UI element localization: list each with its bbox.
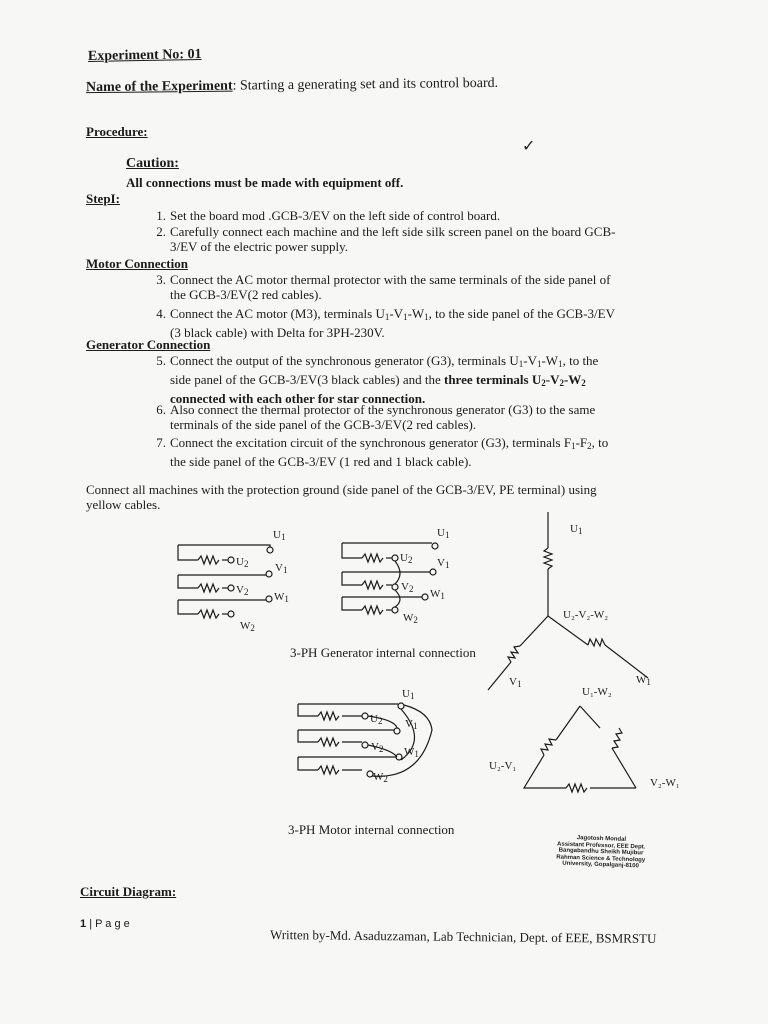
footer-credit: Written by-Md. Asaduzzaman, Lab Technician, Dept. of EEE, BSMRSTU: [269, 926, 657, 947]
delta-connection-diagram: [524, 706, 636, 792]
label-U2: $U_2$: [370, 713, 383, 726]
label-V1: $V_1$: [275, 562, 288, 575]
ground-paragraph: Connect all machines with the protection ground (side panel of the GCB-3/EV, PE terminal) using yellow cables.: [86, 482, 597, 512]
signature-stamp: Jagotosh Mondal Assistant Professor, EEE Dept. Bangabandhu Sheikh Mujibur Rahman Science & Technology University, Gopalganj-8100: [556, 835, 646, 870]
name-label: Name of the Experiment: [85, 78, 233, 96]
motor-connection-title: Motor Connection: [86, 256, 188, 271]
label-W1: $W_1$: [404, 746, 419, 759]
label-W1: $W_1$: [274, 591, 289, 604]
label-U1: $U_1$: [437, 527, 450, 540]
star-connection-diagram: [488, 512, 648, 690]
list-item: 4. Connect the AC motor (M3), terminals $U_1-V_1-W_1$, to the side panel of the GCB-3/EV (3 black cable) with Delta for 3PH-230V.: [156, 306, 615, 340]
label-V1: $V_1$: [405, 718, 418, 731]
list-item: 5. Connect the output of the synchronous generator (G3), terminals $U_1-V_1-W_1$, to the side panel of the GCB-3/EV(3 black cables) and the three terminals $U_2-V_2-W_2$ connected with each other for star connection.: [156, 353, 599, 406]
label-U2: $U_2$: [400, 552, 413, 565]
circuit-diagram-title: Circuit Diagram:: [80, 884, 177, 899]
motor-diagram: [298, 703, 432, 777]
list-item: 3. Connect the AC motor thermal protector with the same terminals of the side panel of the GCB-3/EV(2 red cables).: [156, 272, 611, 302]
procedure-title: Procedure:: [86, 124, 148, 139]
delta-right-label: V₂-W₁: [650, 777, 680, 789]
label-U1: $U_1$: [273, 529, 286, 542]
list-item: 6. Also connect the thermal protector of the synchronous generator (G3) to the same terminals of the side panel of the GCB-3/EV(2 red cables).: [156, 402, 596, 432]
generator-connection-title: Generator Connection: [86, 337, 211, 352]
label-V2: $V_2$: [236, 584, 249, 597]
label-V1: $V_1$: [437, 557, 450, 570]
generator-terminals-diagram: [178, 545, 273, 618]
list-item: 2. Carefully connect each machine and the left side silk screen panel on the board GCB- 3/EV of the electric power supply.: [156, 224, 616, 254]
label-W1: $W_1$: [636, 674, 651, 687]
list-item: 7. Connect the excitation circuit of the synchronous generator (G3), terminals $F_1-F_2$, to the side panel of the GCB-3/EV (1 red and 1 black cable).: [156, 435, 609, 469]
experiment-number: Experiment No: 01: [87, 47, 202, 64]
check-mark: ✓: [522, 138, 536, 155]
page-number: 1 | P a g e: [80, 918, 130, 930]
list-item: 1. Set the board mod .GCB-3/EV on the left side of control board.: [156, 208, 501, 223]
label-W2: $W_2$: [403, 612, 418, 625]
label-W2: $W_2$: [373, 771, 388, 784]
label-V1: $V_1$: [509, 676, 522, 689]
motor-caption: 3-PH Motor internal connection: [288, 822, 455, 837]
generator-star-diagram: [342, 543, 438, 614]
label-V2: $V_2$: [371, 741, 384, 754]
delta-left-label: U₂-V₁: [489, 760, 517, 772]
delta-top-label: U₁-W₂: [582, 686, 612, 698]
generator-caption: 3-PH Generator internal connection: [290, 645, 476, 660]
star-center-label: U₂-V₂-W₂: [563, 609, 609, 621]
label-W2: $W_2$: [240, 620, 255, 633]
name-value: : Starting a generating set and its control board.: [232, 75, 499, 94]
label-V2: $V_2$: [401, 581, 414, 594]
label-U2: $U_2$: [236, 556, 249, 569]
label-U1: $U_1$: [570, 523, 583, 536]
label-W1: $W_1$: [430, 588, 445, 601]
caution-title: Caution:: [126, 156, 179, 171]
label-U1: $U_1$: [402, 688, 415, 701]
caution-text: All connections must be made with equipment off.: [126, 175, 404, 190]
step-title: StepI:: [86, 191, 120, 206]
